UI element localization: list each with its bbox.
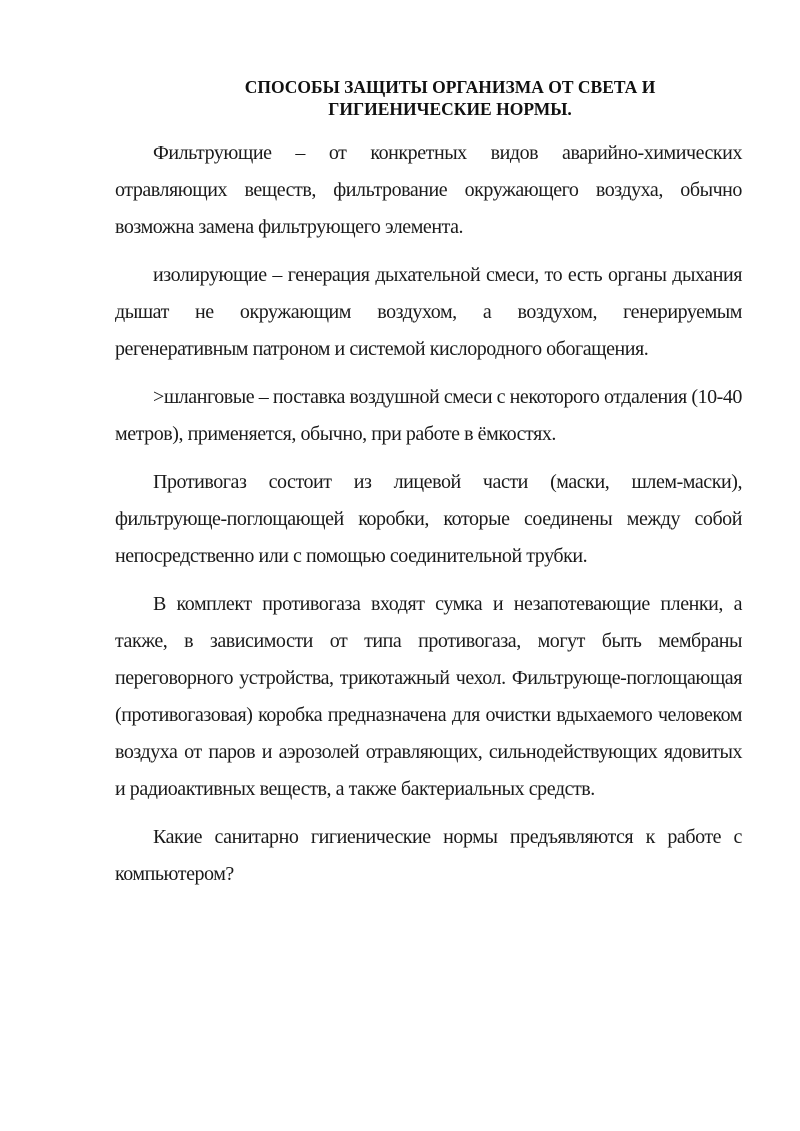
paragraph-question: Какие санитарно гигиенические нормы предъявляются к работе с компьютером? <box>115 826 742 885</box>
paragraph-gas-mask-kit: В комплект противогаза входят сумка и незапотевающие пленки, а также, в зависимости от типа противогаза, могут быть мембраны переговорного устройства, трикотажный чехол. Фильтрующе-поглощающая (противогазовая) коробка предназначена для очистки вдыхаемого человеком воздуха от паров и аэрозолей отравляющих, сильнодействующих ядовитых и радиоактивных веществ, а также бактериальных средств. <box>115 593 742 800</box>
paragraph-isolating: изолирующие – генерация дыхательной смеси, то есть органы дыхания дышат не окружающим воздухом, а воздухом, генерируемым регенеративным патроном и системой кислородного обогащения. <box>115 264 742 360</box>
paragraph-gas-mask-composition: Противогаз состоит из лицевой части (маски, шлем-маски), фильтрующе-поглощающей коробки, которые соединены между собой непосредственно или с помощью соединительной трубки. <box>115 471 742 567</box>
document-title <box>115 76 785 120</box>
title-line-2: ГИГИЕНИЧЕСКИЕ НОРМЫ. <box>328 99 572 119</box>
paragraph-filtering: Фильтрующие – от конкретных видов аварийно-химических отравляющих веществ, фильтрование окружающего воздуха, обычно возможна замена фильтрующего элемента. <box>115 142 742 238</box>
document-body <box>115 135 742 904</box>
paragraph-hose: >шланговые – поставка воздушной смеси с некоторого отдаления (10-40 метров), применяется, обычно, при работе в ёмкостях. <box>115 386 742 445</box>
title-line-1: СПОСОБЫ ЗАЩИТЫ ОРГАНИЗМА ОТ СВЕТА И <box>244 77 656 97</box>
